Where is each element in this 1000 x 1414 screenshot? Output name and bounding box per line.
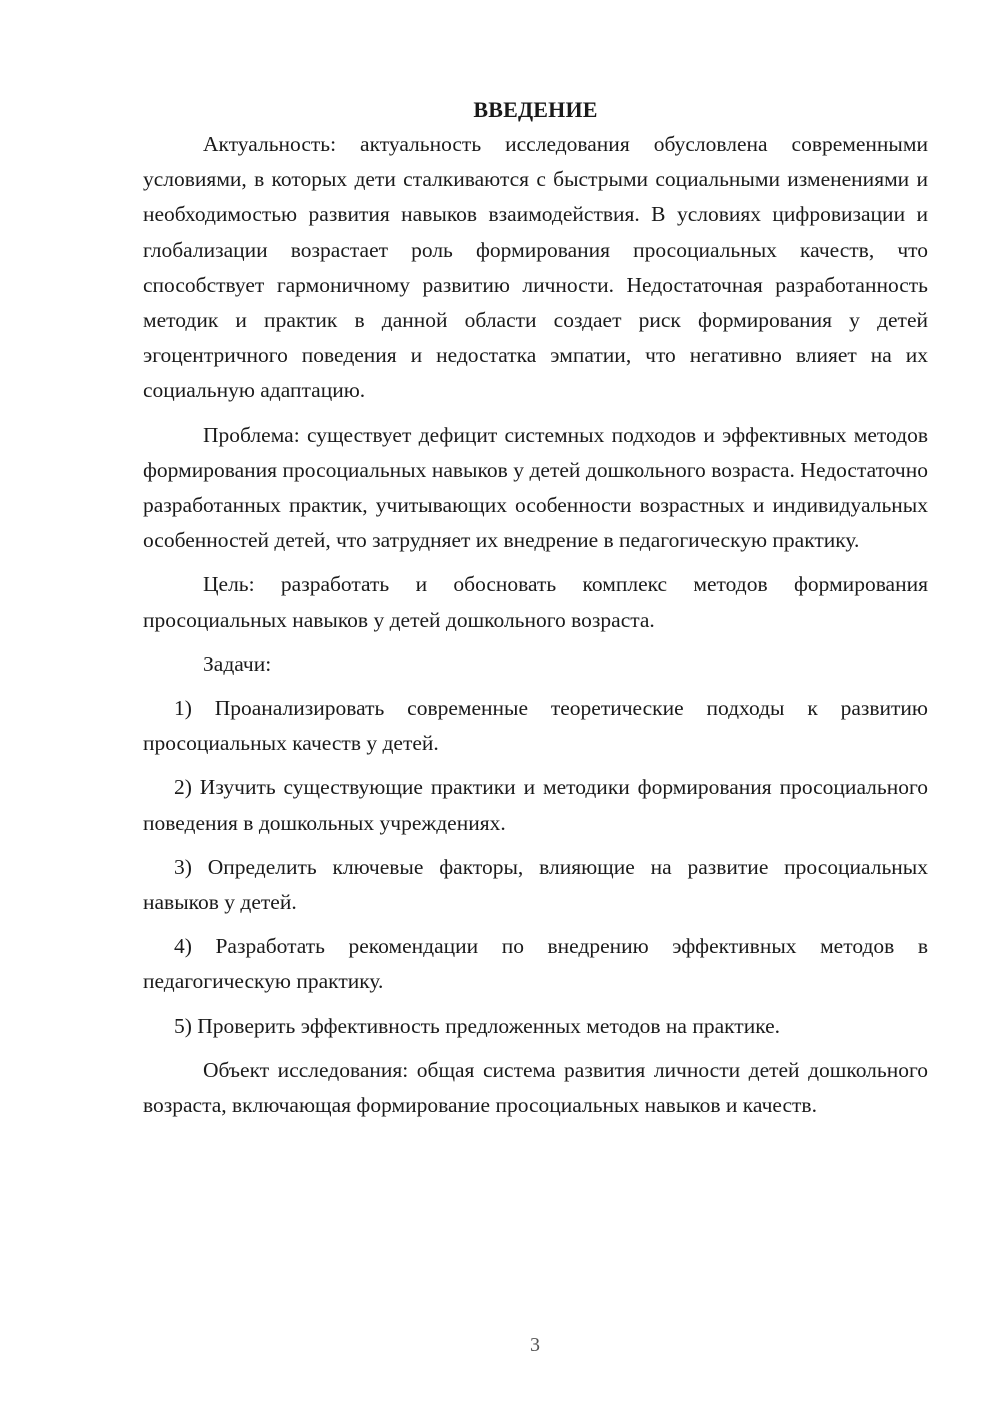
list-item: 5) Проверить эффективность предложенных методов на практике.	[174, 1013, 781, 1038]
list-item: 3) Определить ключевые факторы, влияющие на развитие просоциальных навыков у детей.	[143, 854, 928, 915]
object-paragraph: Объект исследования: общая система развития личности детей дошкольного возраста, включающая формирование просоциальных навыков и качеств.	[143, 1057, 928, 1118]
goal-paragraph: Цель: разработать и обосновать комплекс методов формирования просоциальных навыков у детей дошкольного возраста.	[143, 572, 928, 632]
list-item: 4) Разработать рекомендации по внедрению эффективных методов в педагогическую практику.	[143, 934, 928, 994]
list-item: 2) Изучить существующие практики и методики формирования просоциального поведения в дошкольных учреждениях.	[143, 775, 928, 835]
relevance-paragraph: Актуальность: актуальность исследования обусловлена современными условиями, в которых дети сталкиваются с быстрыми социальными изменениями и необходимостью развития навыков взаимодействия. В условиях цифровизации и глобализации возрастает роль формирования просоциальных качеств, что способствует гармоничному развитию личности. Недостаточная разработанность методик и практик в данной области создает риск формирования у детей эгоцентричного поведения и недостатка эмпатии, что негативно влияет на их социальную адаптацию.	[143, 132, 928, 403]
tasks-list	[143, 691, 928, 1044]
page-title: ВВЕДЕНИЕ	[473, 97, 598, 122]
document-page	[143, 92, 928, 1123]
list-item: 1) Проанализировать современные теоретические подходы к развитию просоциальных качеств у детей.	[143, 696, 928, 756]
tasks-label: Задачи:	[203, 651, 272, 676]
page-number: 3	[530, 1334, 540, 1356]
problem-paragraph: Проблема: существует дефицит системных подходов и эффективных методов формирования просоциальных навыков у детей дошкольного возраста. Недостаточно разработанных практик, учитывающих особенности возрастных и индивидуальных особенностей детей, что затрудняет их внедрение в педагогическую практику.	[143, 422, 928, 553]
